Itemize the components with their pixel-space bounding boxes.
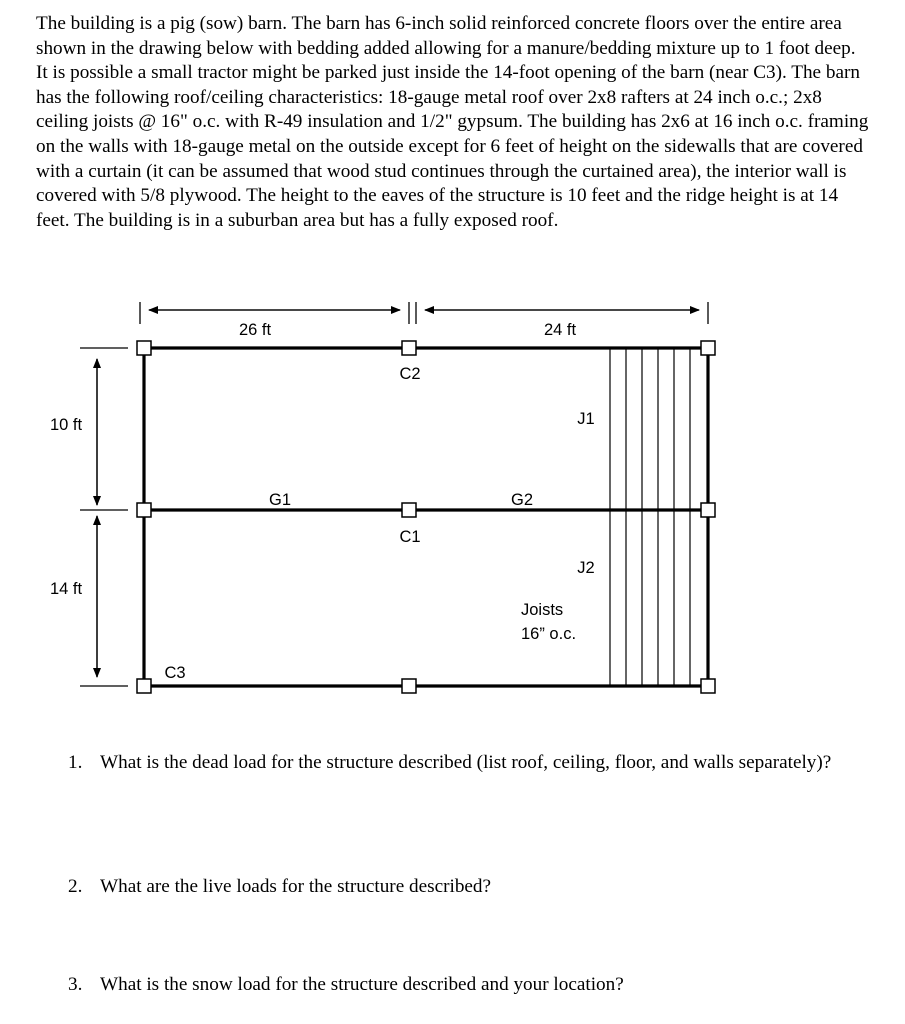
plan-labels: [164, 365, 594, 682]
label-j1: J1: [577, 410, 595, 428]
joist-note-line2: 16” o.c.: [521, 625, 577, 643]
joist-lines: [610, 348, 690, 686]
question-number: 2.: [68, 876, 83, 897]
question-number: 3.: [68, 974, 83, 995]
horizontal-dimensions: [140, 302, 708, 339]
question-text: What is the snow load for the structure described and your location?: [100, 974, 624, 995]
barn-floor-plan: [0, 280, 905, 710]
label-c1: C1: [399, 528, 421, 546]
dim-label-24ft: 24 ft: [543, 321, 577, 339]
label-g2: G2: [510, 491, 534, 509]
column-marker: [137, 503, 151, 517]
column-marker-c1: [402, 503, 416, 517]
question-text: What is the dead load for the structure described (list roof, ceiling, floor, and walls separately)?: [100, 752, 832, 773]
column-marker: [701, 679, 715, 693]
question-number: 1.: [68, 752, 83, 773]
problem-description: The building is a pig (sow) barn. The barn has 6-inch solid reinforced concrete floors over the entire area shown in the drawing below with bedding added allowing for a manure/bedding mixture up to 1 foot deep. It is possible a small tractor might be parked just inside the 14-foot opening of the barn (near C3). The barn has the following roof/ceiling characteristics: 18-gauge metal roof over 2x8 rafters at 24 inch o.c.; 2x8 ceiling joists @ 16" o.c. with R-49 insulation and 1/2" gypsum. The building has 2x6 at 16 inch o.c. framing on the walls with 18-gauge metal on the outside except for 6 feet of height on the sidewalls that are covered with a curtain (it can be assumed that wood stud continues through the curtained area), the interior wall is covered with 5/8 plywood. The height to the eaves of the structure is 10 feet and the ridge height is at 14 feet. The building is in a suburban area but has a fully exposed roof.: [36, 13, 869, 231]
label-c3: C3: [164, 664, 186, 682]
column-marker: [137, 341, 151, 355]
question-3: [68, 973, 848, 998]
column-markers: [137, 341, 715, 693]
column-marker-c2: [402, 341, 416, 355]
question-1: [68, 751, 848, 776]
question-text: What are the live loads for the structure described?: [100, 876, 492, 897]
question-2: [68, 875, 848, 900]
dim-label-14ft: 14 ft: [49, 580, 83, 598]
column-marker: [701, 503, 715, 517]
dim-label-10ft: 10 ft: [49, 416, 83, 434]
column-marker: [402, 679, 416, 693]
structural-frame: [144, 348, 708, 686]
column-marker: [701, 341, 715, 355]
joist-note-line1: Joists: [521, 601, 564, 619]
label-j2: J2: [577, 559, 595, 577]
vertical-dimensions: [50, 348, 128, 686]
label-g1: G1: [268, 491, 292, 509]
column-marker-c3: [137, 679, 151, 693]
dim-label-26ft: 26 ft: [238, 321, 272, 339]
label-c2: C2: [399, 365, 421, 383]
